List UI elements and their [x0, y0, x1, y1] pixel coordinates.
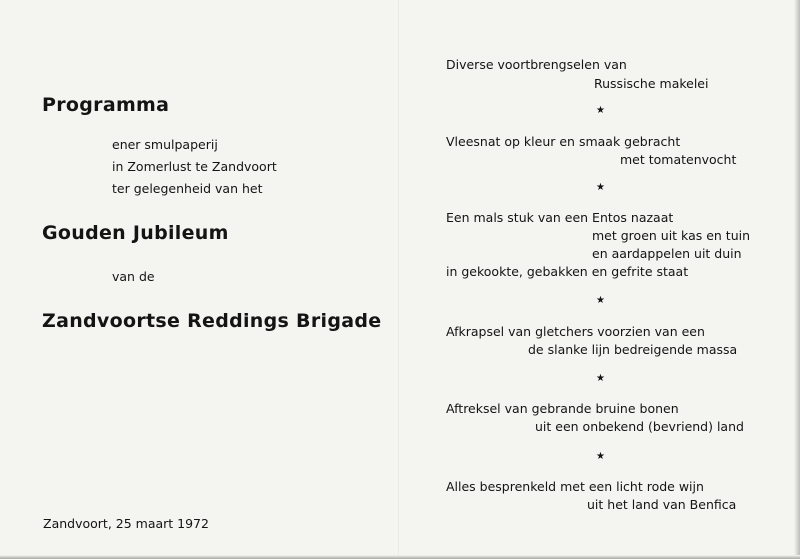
course-2-line-2: met tomatenvocht: [620, 152, 737, 167]
star-separator: ★: [596, 182, 605, 193]
star-separator: ★: [596, 451, 605, 462]
star-separator: ★: [596, 105, 605, 116]
course-4-line-1: Afkrapsel van gletchers voorzien van een: [446, 324, 705, 339]
course-3-line-4: in gekookte, gebakken en gefrite staat: [446, 264, 689, 279]
organization-title: Zandvoortse Reddings Brigade: [42, 310, 382, 332]
star-separator: ★: [596, 295, 605, 306]
intro-line: in Zomerlust te Zandvoort: [112, 159, 277, 174]
course-1-line-2: Russische makelei: [594, 76, 709, 91]
intro-line: ter gelegenheid van het: [112, 181, 263, 196]
course-6-line-1: Alles besprenkeld met een licht rode wijn: [446, 479, 704, 494]
jubilee-title: Gouden Jubileum: [42, 222, 229, 244]
course-1-line-1: Diverse voortbrengselen van: [446, 57, 627, 72]
paper-edge-right: [794, 0, 800, 559]
course-3-line-1: Een mals stuk van een Entos nazaat: [446, 210, 674, 225]
program-heading: Programma: [42, 94, 170, 116]
course-2-line-1: Vleesnat op kleur en smaak gebracht: [446, 134, 681, 149]
connector-text: van de: [112, 269, 155, 284]
place-date: Zandvoort, 25 maart 1972: [43, 516, 209, 531]
intro-line: ener smulpaperij: [112, 137, 218, 152]
course-4-line-2: de slanke lijn bedreigende massa: [528, 342, 738, 357]
center-fold: [398, 0, 400, 559]
course-5-line-1: Aftreksel van gebrande bruine bonen: [446, 401, 679, 416]
star-separator: ★: [596, 373, 605, 384]
course-3-line-3: en aardappelen uit duin: [592, 246, 742, 261]
paper-edge-bottom: [0, 555, 800, 559]
course-5-line-2: uit een onbekend (bevriend) land: [535, 419, 744, 434]
course-6-line-2: uit het land van Benfica: [587, 497, 737, 512]
course-3-line-2: met groen uit kas en tuin: [592, 228, 751, 243]
